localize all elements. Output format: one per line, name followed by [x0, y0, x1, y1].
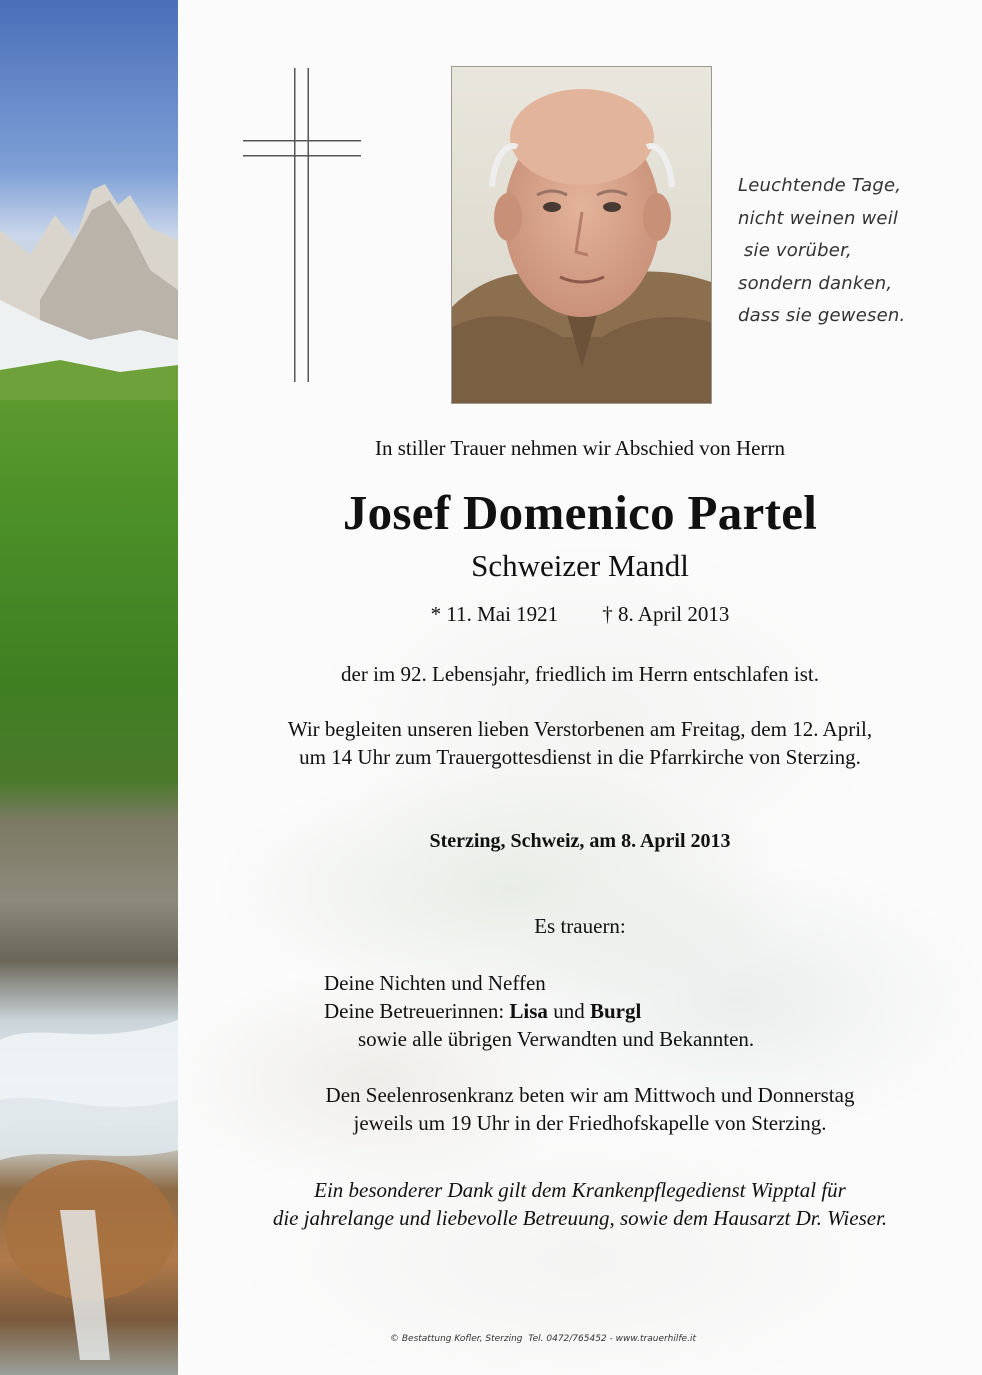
mourner-line: Deine Nichten und Neffen — [324, 971, 546, 995]
birth-date: * 11. Mai 1921 — [430, 602, 559, 626]
funeral-text-line2: um 14 Uhr zum Trauergottesdienst in die Pfarrkirche von Sterzing. — [299, 745, 861, 769]
mourner-line: sowie alle übrigen Verwandten und Bekannten. — [358, 1027, 755, 1051]
rosary-text-line2: jeweils um 19 Uhr in der Friedhofskapelle von Sterzing. — [353, 1111, 827, 1135]
mountain-image — [0, 0, 178, 400]
life-dates — [178, 602, 982, 627]
death-date: † 8. April 2013 — [602, 602, 730, 626]
stream-image — [0, 980, 178, 1375]
portrait-photo — [451, 66, 712, 404]
mourner-name: Burgl — [589, 999, 642, 1023]
thanks-text-line1: Ein besonderer Dank gilt dem Krankenpflegedienst Wipptal für — [314, 1178, 846, 1202]
intro-text: In stiller Trauer nehmen wir Abschied von Herrn — [374, 436, 785, 460]
poem-line: nicht weinen weil — [738, 207, 899, 229]
mourner-line — [324, 999, 641, 1024]
place-date: Sterzing, Schweiz, am 8. April 2013 — [429, 830, 731, 852]
poem-line: dass sie gewesen. — [738, 305, 906, 326]
thanks-text-line2: die jahrelange und liebevolle Betreuung, sowie dem Hausarzt Dr. Wieser. — [272, 1206, 888, 1230]
landscape-strip — [0, 0, 178, 1375]
mourner-prefix: Deine Betreuerinnen: — [324, 999, 510, 1023]
footer-credit: © Bestattung Kofler, Sterzing Tel. 0472/765452 - www.trauerhilfe.it — [390, 1334, 696, 1344]
poem-line: sie vorüber, — [738, 240, 852, 261]
mourner-name: Lisa — [509, 999, 548, 1023]
poem-line: sondern danken, — [738, 272, 893, 294]
deceased-name: Josef Domenico Partel — [342, 485, 818, 540]
deceased-nickname: Schweizer Mandl — [471, 548, 689, 583]
funeral-text-line1: Wir begleiten unseren lieben Verstorbenen am Freitag, dem 12. April, — [287, 717, 873, 741]
poem — [738, 170, 968, 333]
rosary-text-line1: Den Seelenrosenkranz beten wir am Mittwoch und Donnerstag — [325, 1083, 855, 1107]
poem-line: Leuchtende Tage, — [738, 175, 902, 196]
mourner-and: und — [547, 999, 590, 1023]
age-text: der im 92. Lebensjahr, friedlich im Herrn entschlafen ist. — [341, 662, 819, 686]
cross-icon — [243, 68, 361, 382]
mourners-heading: Es trauern: — [534, 914, 626, 938]
